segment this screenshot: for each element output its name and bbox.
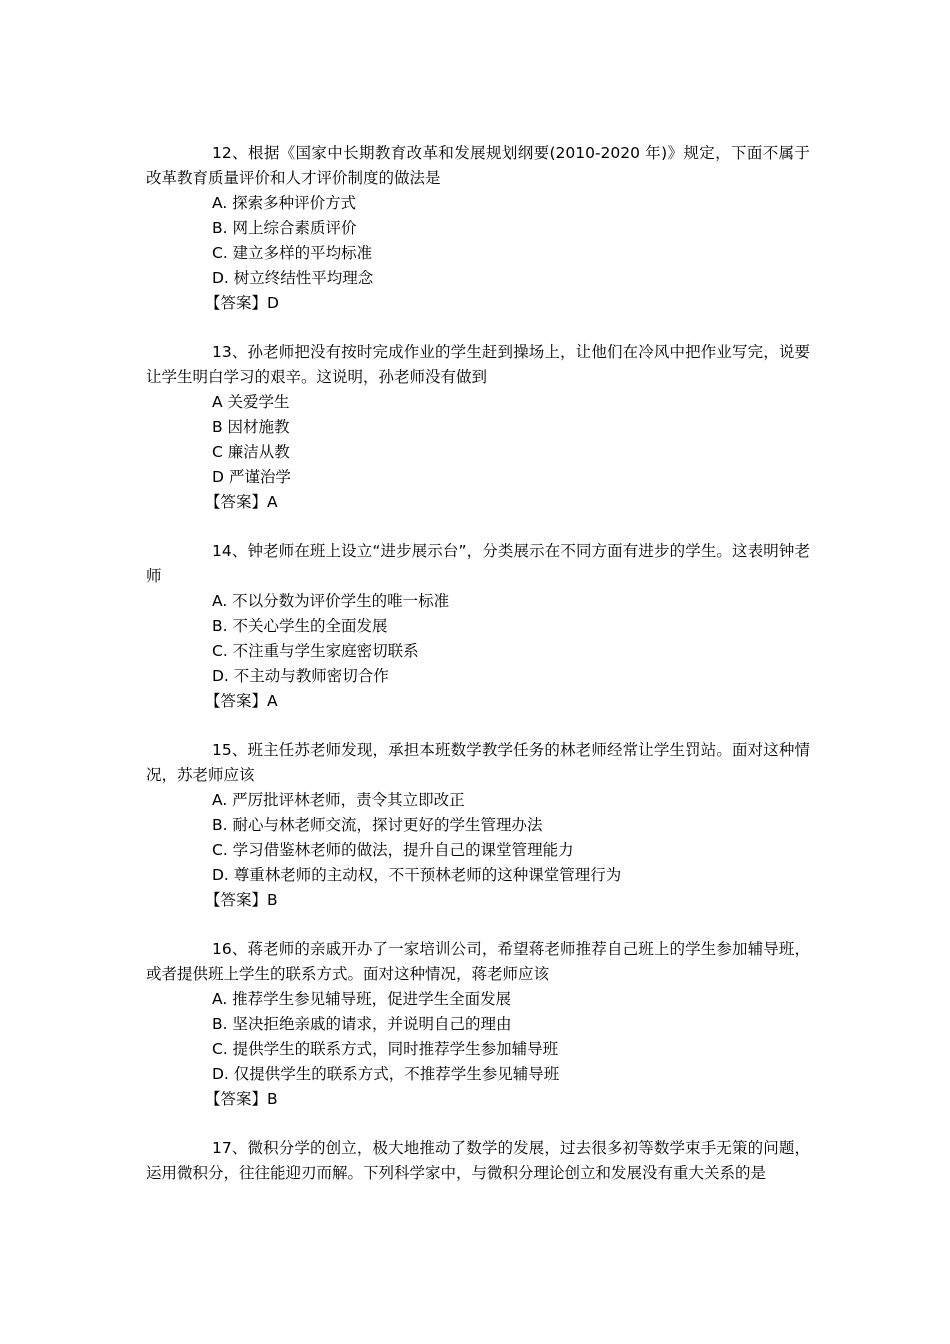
option-d: D 严谨治学 (212, 468, 291, 486)
option-c: C 廉洁从教 (212, 443, 290, 461)
question-15 (146, 738, 810, 913)
option-list (146, 589, 810, 689)
answer-text: 【答案】A (205, 692, 278, 710)
question-16 (146, 937, 810, 1112)
option-a: A. 推荐学生参见辅导班，促进学生全面发展 (212, 990, 512, 1008)
question-13 (146, 340, 810, 515)
option-a: A. 探索多种评价方式 (212, 194, 357, 212)
option-c: C. 提供学生的联系方式，同时推荐学生参加辅导班 (212, 1040, 559, 1058)
question-stem: 12、根据《国家中长期教育改革和发展规划纲要(2010-2020 年)》规定，下面不属于改革教育质量评价和人才评价制度的做法是 (146, 144, 810, 187)
answer-text: 【答案】B (205, 1090, 278, 1108)
option-b: B 因材施教 (212, 418, 290, 436)
option-d: D. 仅提供学生的联系方式，不推荐学生参见辅导班 (212, 1065, 560, 1083)
option-b: B. 坚决拒绝亲戚的请求，并说明自己的理由 (212, 1015, 512, 1033)
question-17 (146, 1136, 810, 1186)
option-c: C. 建立多样的平均标准 (212, 244, 373, 262)
option-b: B. 网上综合素质评价 (212, 219, 357, 237)
option-list (146, 191, 810, 291)
answer-text: 【答案】B (205, 891, 278, 909)
question-stem: 17、微积分学的创立，极大地推动了数学的发展，过去很多初等数学束手无策的问题，运用微积分，往往能迎刃而解。下列科学家中，与微积分理论创立和发展没有重大关系的是 (146, 1139, 810, 1182)
question-list (146, 141, 810, 1210)
option-list (146, 788, 810, 888)
option-c: C. 不注重与学生家庭密切联系 (212, 642, 419, 660)
question-14 (146, 539, 810, 714)
option-a: A. 不以分数为评价学生的唯一标准 (212, 592, 450, 610)
option-c: C. 学习借鉴林老师的做法，提升自己的课堂管理能力 (212, 841, 574, 859)
option-a: A 关爱学生 (212, 393, 290, 411)
answer-text: 【答案】D (205, 294, 279, 312)
answer-text: 【答案】A (205, 493, 278, 511)
option-list (146, 390, 810, 490)
question-12 (146, 141, 810, 316)
question-stem: 16、蒋老师的亲戚开办了一家培训公司，希望蒋老师推荐自己班上的学生参加辅导班，或者提供班上学生的联系方式。面对这种情况，蒋老师应该 (146, 940, 810, 983)
question-stem: 13、孙老师把没有按时完成作业的学生赶到操场上，让他们在冷风中把作业写完，说要让学生明白学习的艰辛。这说明，孙老师没有做到 (146, 343, 810, 386)
option-d: D. 树立终结性平均理念 (212, 269, 374, 287)
option-list (146, 987, 810, 1087)
question-stem: 14、钟老师在班上设立“进步展示台”，分类展示在不同方面有进步的学生。这表明钟老师 (146, 542, 810, 585)
option-d: D. 不主动与教师密切合作 (212, 667, 389, 685)
option-d: D. 尊重林老师的主动权，不干预林老师的这种课堂管理行为 (212, 866, 622, 884)
option-b: B. 耐心与林老师交流，探讨更好的学生管理办法 (212, 816, 543, 834)
option-b: B. 不关心学生的全面发展 (212, 617, 388, 635)
question-stem: 15、班主任苏老师发现，承担本班数学教学任务的林老师经常让学生罚站。面对这种情况，苏老师应该 (146, 741, 810, 784)
option-a: A. 严厉批评林老师，责令其立即改正 (212, 791, 465, 809)
